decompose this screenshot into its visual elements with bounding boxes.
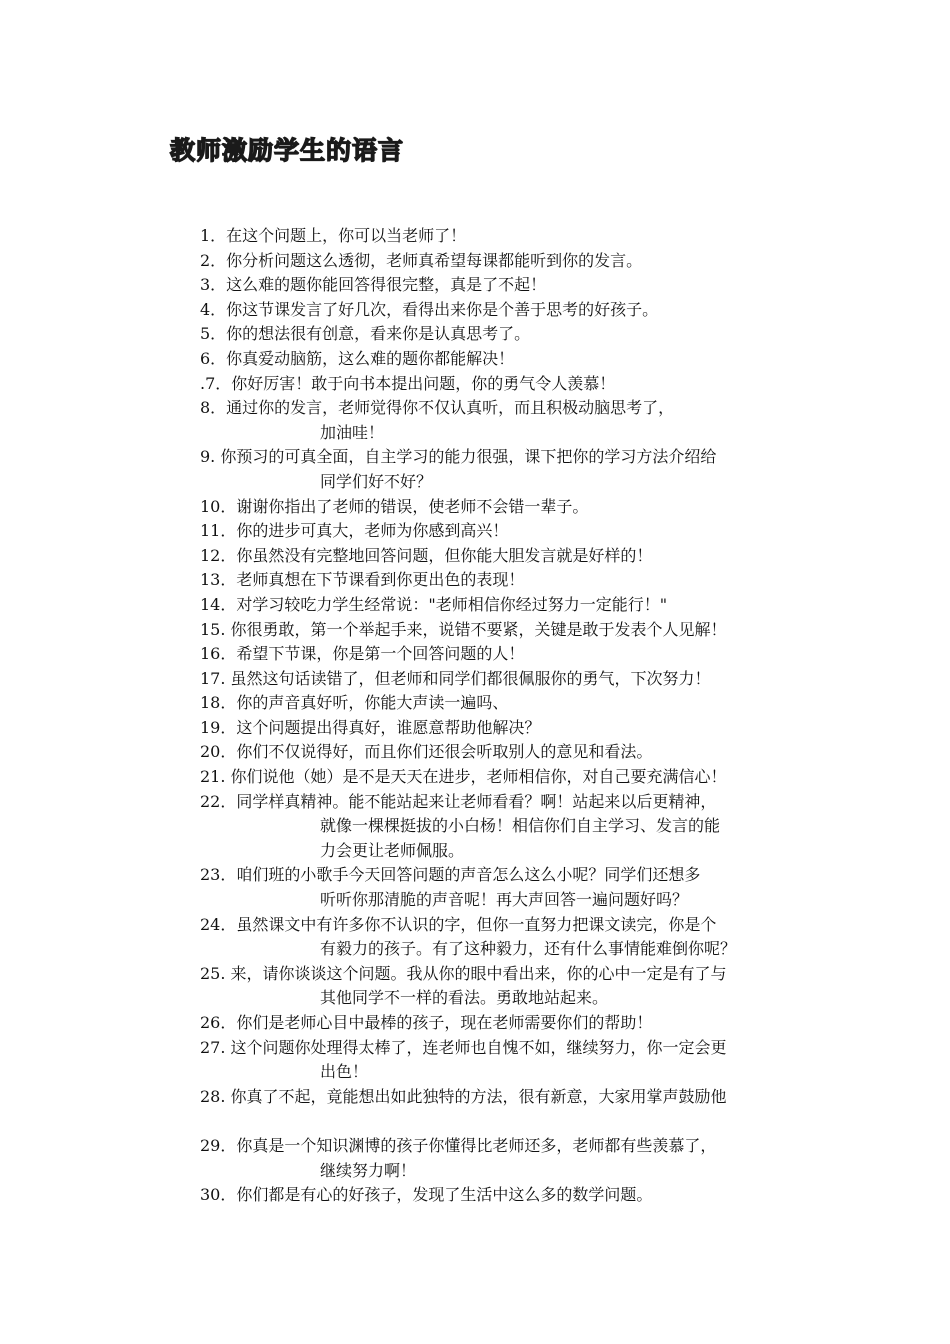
list-item: [200, 1036, 815, 1085]
list-item-continuation: [200, 1109, 815, 1134]
list-item: [200, 593, 815, 618]
list-item: [200, 273, 815, 298]
list-item-text: 5．你的想法很有创意，看来你是认真思考了。: [200, 324, 531, 344]
list-item-text: 22．同学样真精神。能不能站起来让老师看看？啊！站起来以后更精神，: [200, 791, 717, 811]
list-item: [200, 445, 815, 494]
encouragement-list: [200, 224, 815, 1208]
list-item-text: 10．谢谢你指出了老师的错误，使老师不会错一辈子。: [200, 496, 589, 516]
list-item-text: 11．你的进步可真大，老师为你感到高兴！: [200, 521, 509, 541]
list-item-text: 2．你分析问题这么透彻，老师真希望每课都能听到你的发言。: [200, 250, 643, 270]
list-item: [200, 1085, 815, 1134]
list-item-text: 1．在这个问题上，你可以当老师了！: [200, 226, 467, 245]
list-item-continuation: 同学们好不好？: [320, 471, 433, 491]
list-item-text: 30．你们都是有心的好孩子，发现了生活中这么多的数学问题。: [200, 1185, 653, 1205]
list-item-continuation: 加油哇！: [320, 422, 385, 442]
list-item-text: 27. 这个问题你处理得太棒了，连老师也自愧不如，继续努力，你一定会更: [200, 1037, 727, 1057]
list-item: [200, 495, 815, 520]
list-item-continuation: 就像一棵棵挺拔的小白杨！相信你们自主学习、发言的能: [320, 816, 721, 836]
list-item-continuation: 听听你那清脆的声音呢！再大声回答一遍问题好吗？: [320, 890, 689, 910]
list-item-text: 16．希望下节课，你是第一个回答问题的人！: [200, 644, 525, 664]
list-item-text: 28. 你真了不起，竟能想出如此独特的方法，很有新意，大家用掌声鼓励他: [200, 1086, 727, 1106]
list-item-text: 18．你的声音真好听，你能大声读一遍吗、: [200, 693, 509, 713]
list-item: [200, 790, 815, 864]
list-item-text: 9. 你预习的可真全面，自主学习的能力很强，课下把你的学习方法介绍给: [200, 447, 717, 467]
list-item: [200, 396, 815, 445]
list-item-text: 13．老师真想在下节课看到你更出色的表现！: [200, 570, 525, 590]
page-title: 教师激励学生的语言: [170, 136, 405, 165]
list-item-text: 20．你们不仅说得好，而且你们还很会听取别人的意见和看法。: [200, 742, 653, 762]
list-item-text: 14．对学习较吃力学生经常说："老师相信你经过努力一定能行！": [200, 594, 668, 614]
list-item-text: 25. 来，请你谈谈这个问题。我从你的眼中看出来，你的心中一定是有了与: [200, 963, 727, 983]
list-item-text: 19．这个问题提出得真好，谁愿意帮助他解决？: [200, 717, 541, 737]
list-item-text: 21. 你们说他（她）是不是天天在进步，老师相信你，对自己要充满信心！: [200, 767, 727, 787]
list-item: [200, 372, 815, 397]
list-item-text: .7．你好厉害！敢于向书本提出问题，你的勇气令人羡慕！: [200, 373, 616, 393]
list-item-text: 3．这么难的题你能回答得很完整，真是了不起！: [200, 275, 547, 295]
list-item-continuation: 其他同学不一样的看法。勇敢地站起来。: [320, 988, 609, 1008]
list-item: [200, 1183, 815, 1208]
list-item: [200, 322, 815, 347]
list-item: [200, 544, 815, 569]
list-item: [200, 298, 815, 323]
list-item-text: 8．通过你的发言，老师觉得你不仅认真听，而且积极动脑思考了，: [200, 398, 675, 418]
list-item: [200, 224, 815, 249]
list-item-text: 17. 虽然这句话读错了，但老师和同学们都很佩服你的勇气，下次努力！: [200, 668, 711, 688]
list-item-text: 24．虽然课文中有许多你不认识的字，但你一直努力把课文读完，你是个: [200, 914, 717, 934]
list-item-text: 4．你这节课发言了好几次，看得出来你是个善于思考的好孩子。: [200, 299, 659, 319]
list-item: [200, 667, 815, 692]
list-item-continuation: 力会更让老师佩服。: [320, 840, 465, 860]
list-item: [200, 519, 815, 544]
list-item: [200, 913, 815, 962]
list-item: [200, 863, 815, 912]
list-item-text: 23．咱们班的小歌手今天回答问题的声音怎么这么小呢？同学们还想多: [200, 865, 701, 885]
list-item: [200, 618, 815, 643]
list-item: [200, 249, 815, 274]
list-item-text: 15. 你很勇敢，第一个举起手来，说错不要紧，关键是敢于发表个人见解！: [200, 619, 727, 639]
list-item: [200, 347, 815, 372]
list-item: [200, 568, 815, 593]
list-item-text: 6．你真爱动脑筋，这么难的题你都能解决！: [200, 348, 515, 368]
list-item: [200, 740, 815, 765]
list-item: [200, 1134, 815, 1183]
list-item: [200, 691, 815, 716]
list-item-text: 12．你虽然没有完整地回答问题，但你能大胆发言就是好样的！: [200, 545, 653, 565]
list-item: [200, 962, 815, 1011]
list-item: [200, 642, 815, 667]
list-item-continuation: 有毅力的孩子。有了这种毅力，还有什么事情能难倒你呢？: [320, 939, 737, 959]
list-item: [200, 1011, 815, 1036]
list-item-text: 26．你们是老师心目中最棒的孩子，现在老师需要你们的帮助！: [200, 1013, 653, 1032]
list-item-continuation: 继续努力啊！: [320, 1160, 417, 1180]
list-item: [200, 765, 815, 790]
list-item-text: 29．你真是一个知识渊博的孩子你懂得比老师还多，老师都有些羡慕了，: [200, 1135, 717, 1155]
list-item: [200, 716, 815, 741]
list-item-continuation: 出色！: [320, 1062, 369, 1082]
